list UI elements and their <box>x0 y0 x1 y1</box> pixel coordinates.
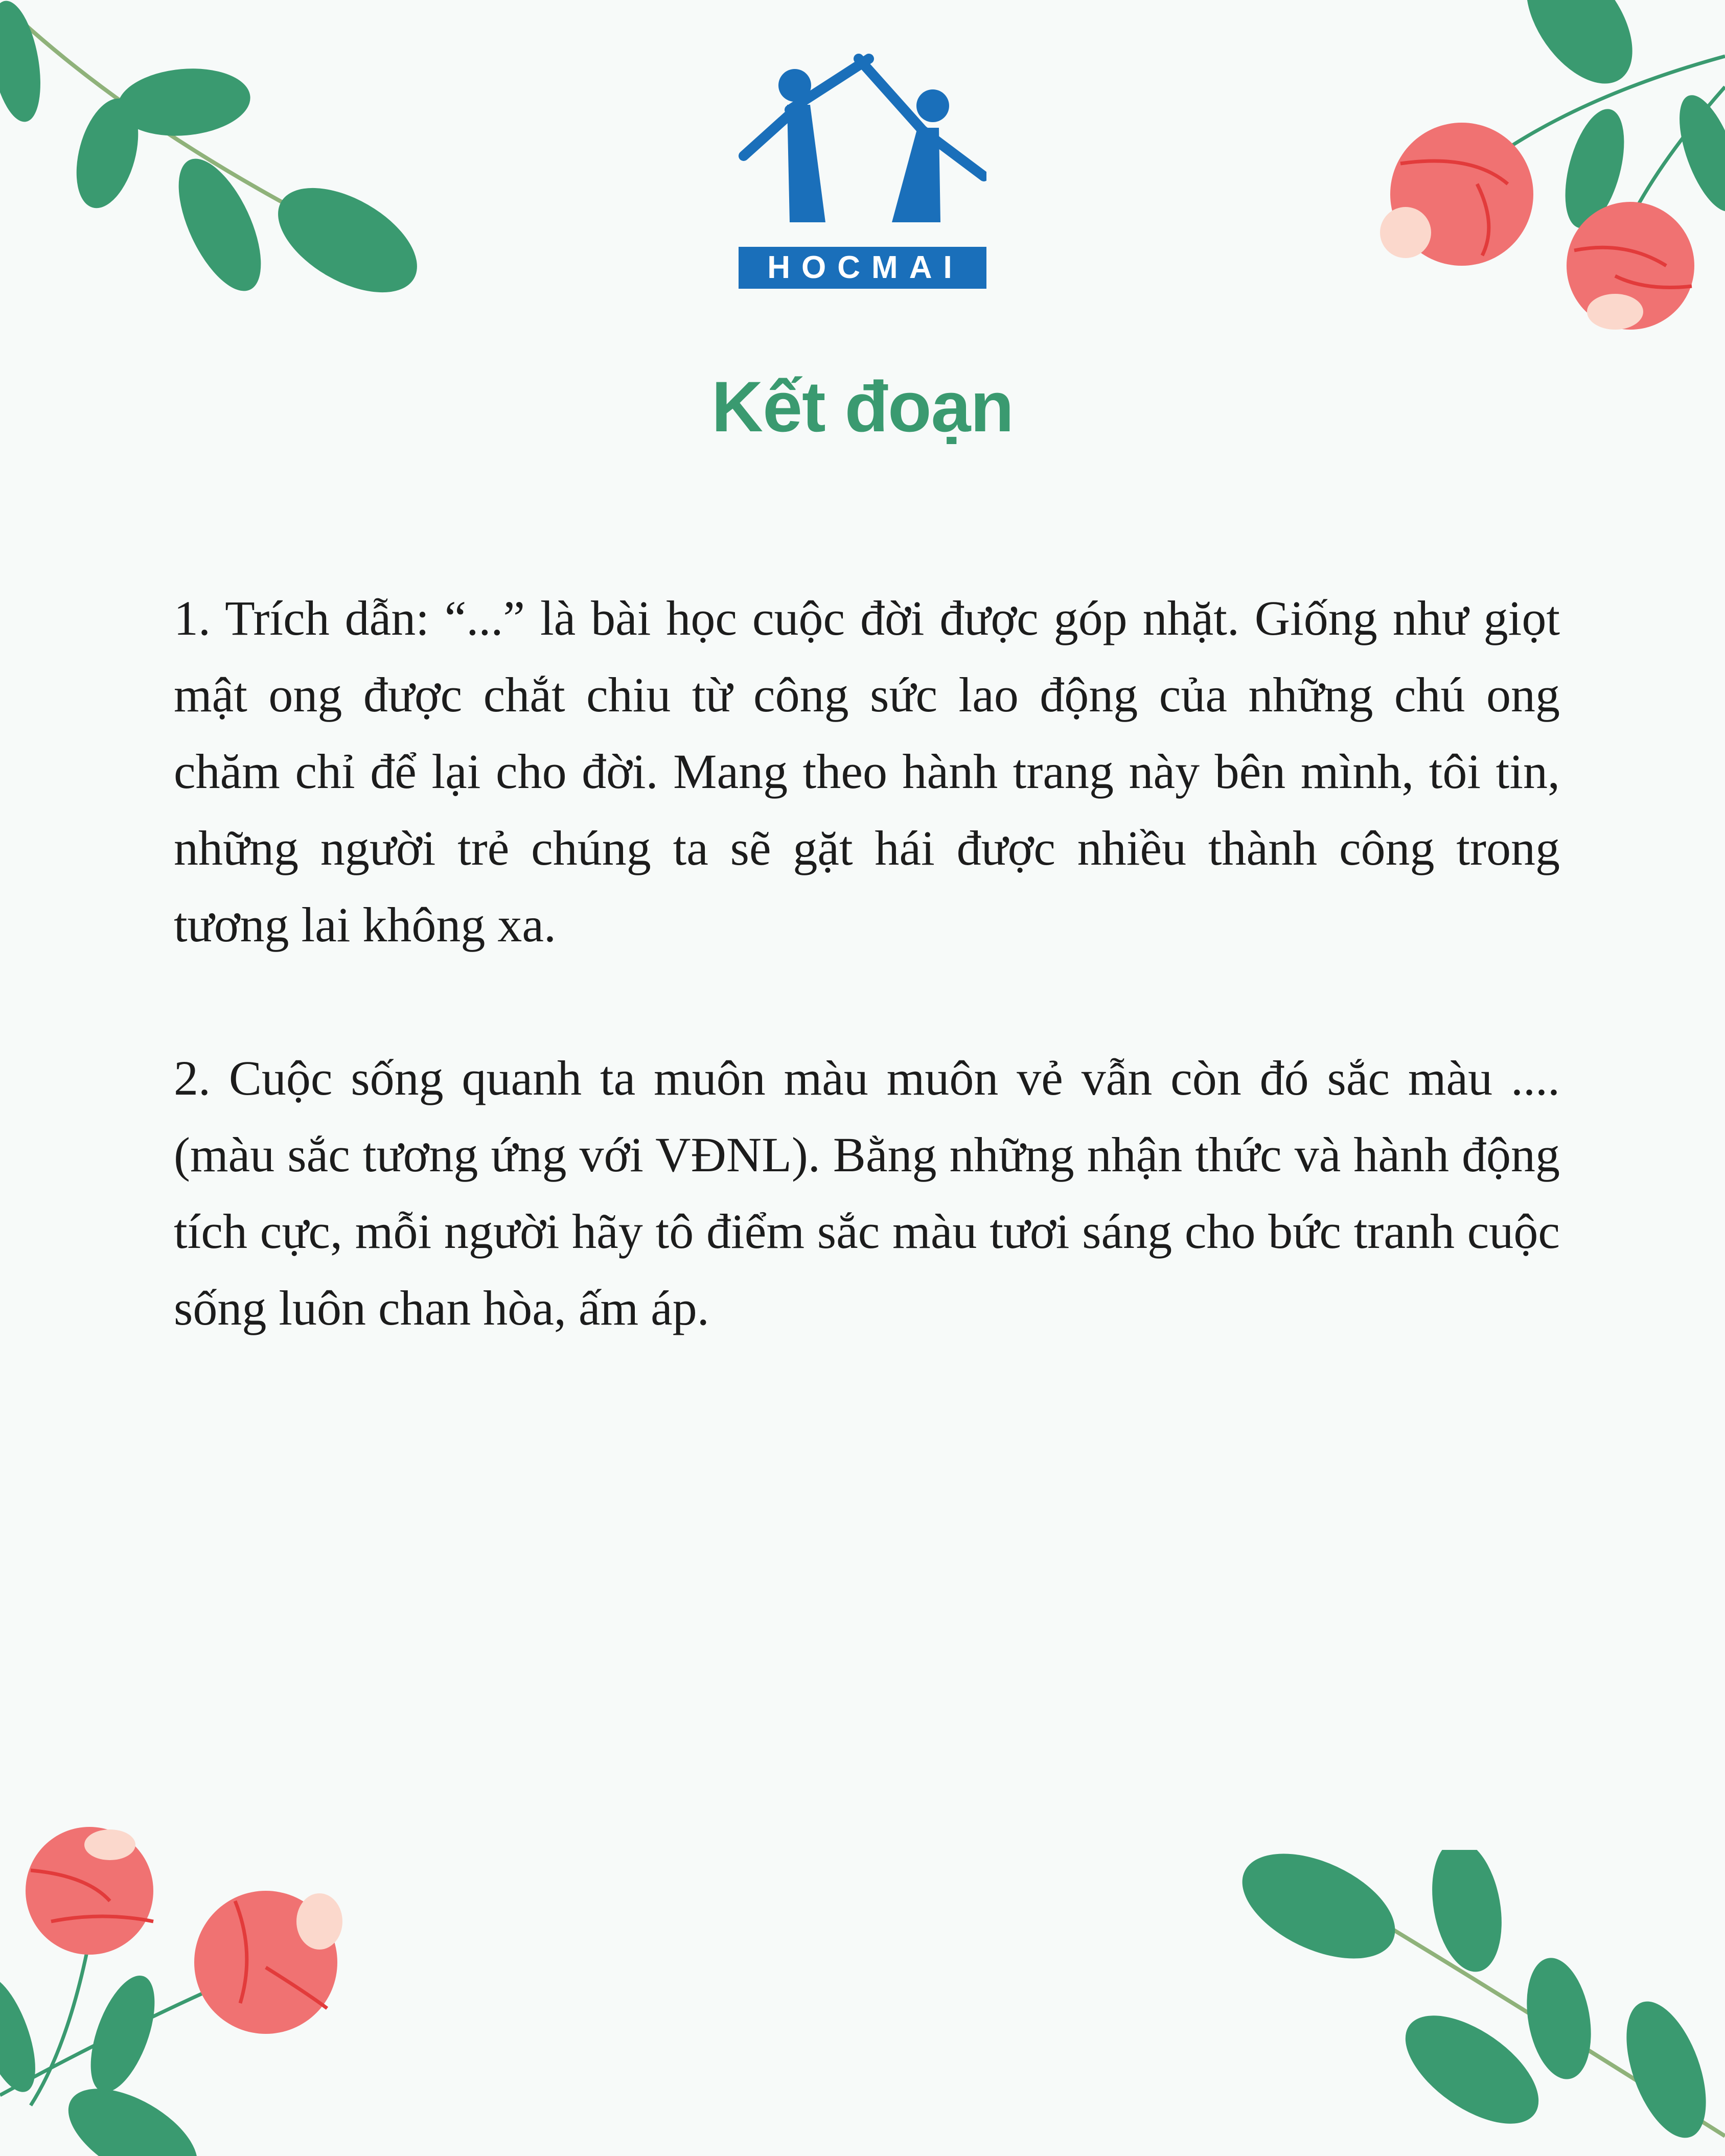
paragraph-1: 1. Trích dẫn: “...” là bài học cuộc đời được góp nhặt. Giống như giọt mật ong được chắt chiu từ công sức lao động của những chú ong chăm chỉ để lại cho đời. Mang theo hành trang này bên mình, tôi tin, những người trẻ chúng ta sẽ gặt hái được nhiều thành công trong tương lai không xa. <box>174 591 1560 952</box>
page-title: Kết đoạn <box>711 366 1014 447</box>
leaf-branch-top-left-icon <box>0 0 440 307</box>
leaf-branch-bottom-right-icon <box>1227 1850 1725 2156</box>
flower-bottom-left-icon <box>0 1819 358 2156</box>
paragraph-2: 2. Cuộc sống quanh ta muôn màu muôn vẻ vẫn còn đó sắc màu .... (màu sắc tương ứng với VĐNL). Bằng những nhận thức và hành động tích cực, mỗi người hãy tô điểm sắc màu tươi sáng cho bức tranh cuộc sống luôn chan hòa, ấm áp. <box>174 1051 1560 1335</box>
flower-top-right-icon <box>1339 0 1725 358</box>
brand-name: HOCMAI <box>739 247 986 289</box>
brand-logo <box>739 54 986 289</box>
logo-figures-icon <box>739 54 986 222</box>
